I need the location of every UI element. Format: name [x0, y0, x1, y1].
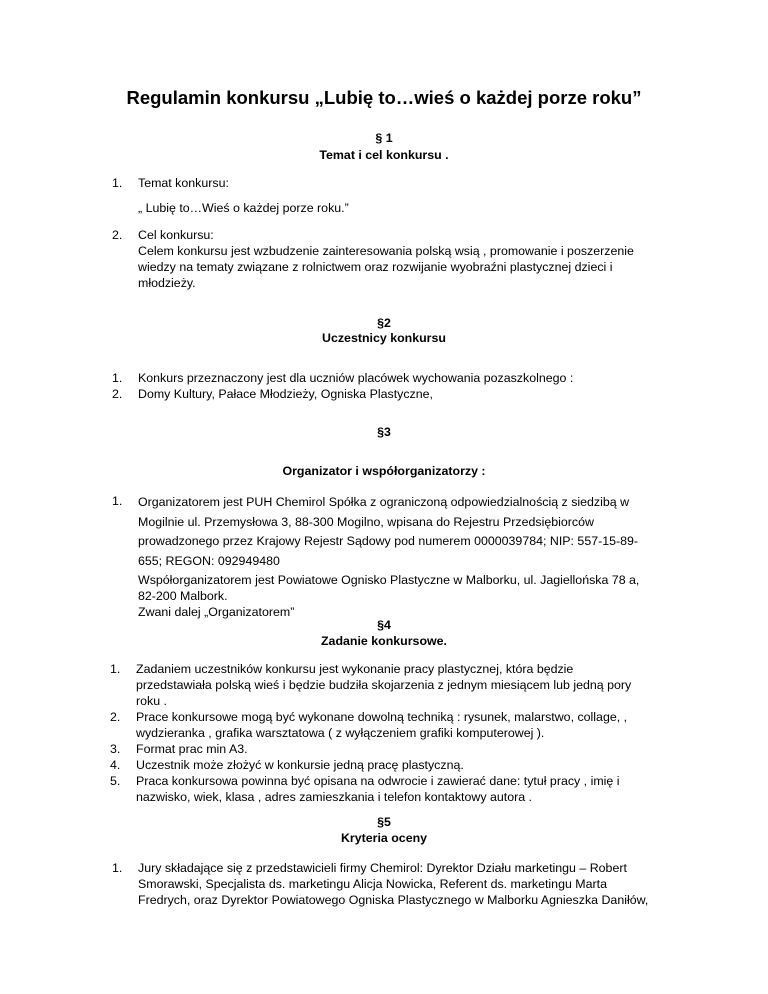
item-text-line: Celem konkursu jest wzbudzenie zainteresowania polską wsią , promowanie i poszerzenie: [138, 244, 634, 258]
item-text-line: prowadzonego przez Krajowy Rejestr Sądowy pod numerem 0000039784; NIP: 557-15-89-: [138, 534, 639, 549]
document-title: Regulamin konkursu „Lubię to…wieś o każdej porze roku”: [126, 87, 642, 108]
section-1-heading: Temat i cel konkursu .: [319, 148, 449, 162]
section-3-sign: §3: [377, 425, 391, 439]
contest-topic: „ Lubię to…Wieś o każdej porze roku.”: [138, 201, 349, 215]
item-number: 1.: [112, 861, 123, 875]
item-text-line: roku .: [136, 694, 167, 708]
item-text-line: Współorganizatorem jest Powiatowe Ognisko Plastyczne w Malborku, ul. Jagiellońska 78 a,: [138, 572, 640, 587]
item-text-line: przedstawiała polską wieś i będzie budziła skojarzenia z jednym miesiącem lub jedną pory: [136, 678, 632, 692]
item-text-line: Cel konkursu:: [138, 228, 214, 242]
item-number: 2.: [112, 387, 123, 401]
section-2-sign: §2: [377, 316, 391, 330]
item-text-line: Jury składające się z przedstawicieli firmy Chemirol: Dyrektor Działu marketingu – Robert: [138, 861, 627, 875]
section-5-heading: Kryteria oceny: [340, 831, 428, 845]
item-number: 1.: [112, 176, 123, 190]
item-text-line: młodzieży.: [138, 276, 196, 290]
item-number: 3.: [110, 742, 121, 756]
item-text-line: nazwisko, wiek, klasa , adres zamieszkania i telefon kontaktowy autora .: [136, 790, 532, 804]
item-text-line: Zadaniem uczestników konkursu jest wykonanie pracy plastycznej, która będzie: [136, 662, 574, 676]
item-text-line: Konkurs przeznaczony jest dla uczniów placówek wychowania pozaszkolnego :: [138, 371, 574, 385]
item-text-line: Organizatorem jest PUH Chemirol Spółka z ograniczoną odpowiedzialnością z siedzibą w: [138, 495, 630, 509]
item-text-line: Temat konkursu:: [138, 176, 229, 190]
item-text-line: 655; REGON: 092949480: [138, 554, 280, 569]
section-1-sign: § 1: [375, 131, 393, 145]
item-text-line: Uczestnik może złożyć w konkursie jedną pracę plastyczną.: [136, 758, 464, 772]
item-text-line: wiedzy na tematy związane z rolnictwem oraz rozwijanie wyobraźni plastycznej dzieci i: [138, 260, 613, 274]
item-number: 2.: [110, 710, 121, 724]
item-number: 1.: [112, 494, 123, 508]
section-3-heading: Organizator i współorganizatorzy :: [282, 464, 486, 478]
item-text-line: wydzieranka , grafika warsztatowa ( z wyłączeniem grafiki komputerowej ).: [136, 726, 545, 740]
item-number: 4.: [110, 758, 121, 772]
section-5-sign: §5: [377, 815, 391, 829]
item-text-line: 82-200 Malbork.: [138, 588, 228, 603]
section-4-sign: §4: [377, 618, 391, 632]
item-text-line: Prace konkursowe mogą być wykonane dowolną techniką : rysunek, malarstwo, collage, ,: [136, 710, 628, 724]
item-text-line: Zwani dalej „Organizatorem”: [138, 604, 295, 619]
item-number: 1.: [112, 371, 123, 385]
item-text-line: Format prac min A3.: [136, 742, 248, 756]
item-text-line: Mogilnie ul. Przemysłowa 3, 88-300 Mogilno, wpisana do Rejestru Przedsiębiorców: [138, 514, 594, 529]
item-number: 5.: [110, 774, 121, 788]
item-text-line: Praca konkursowa powinna być opisana na odwrocie i zawierać dane: tytuł pracy , imię i: [136, 774, 620, 788]
item-text-line: Smorawski, Specjalista ds. marketingu Alicja Nowicka, Referent ds. marketingu Marta: [138, 877, 607, 891]
item-text-line: Fredrych, oraz Dyrektor Powiatowego Ogniska Plastycznego w Malborku Agnieszka Daniłów,: [138, 893, 649, 907]
section-2-heading: Uczestnicy konkursu: [322, 331, 446, 345]
section-4-heading: Zadanie konkursowe.: [320, 634, 447, 648]
item-number: 2.: [112, 228, 123, 242]
item-text-line: Domy Kultury, Pałace Młodzieży, Ogniska Plastyczne,: [138, 387, 433, 401]
item-number: 1.: [110, 662, 121, 676]
